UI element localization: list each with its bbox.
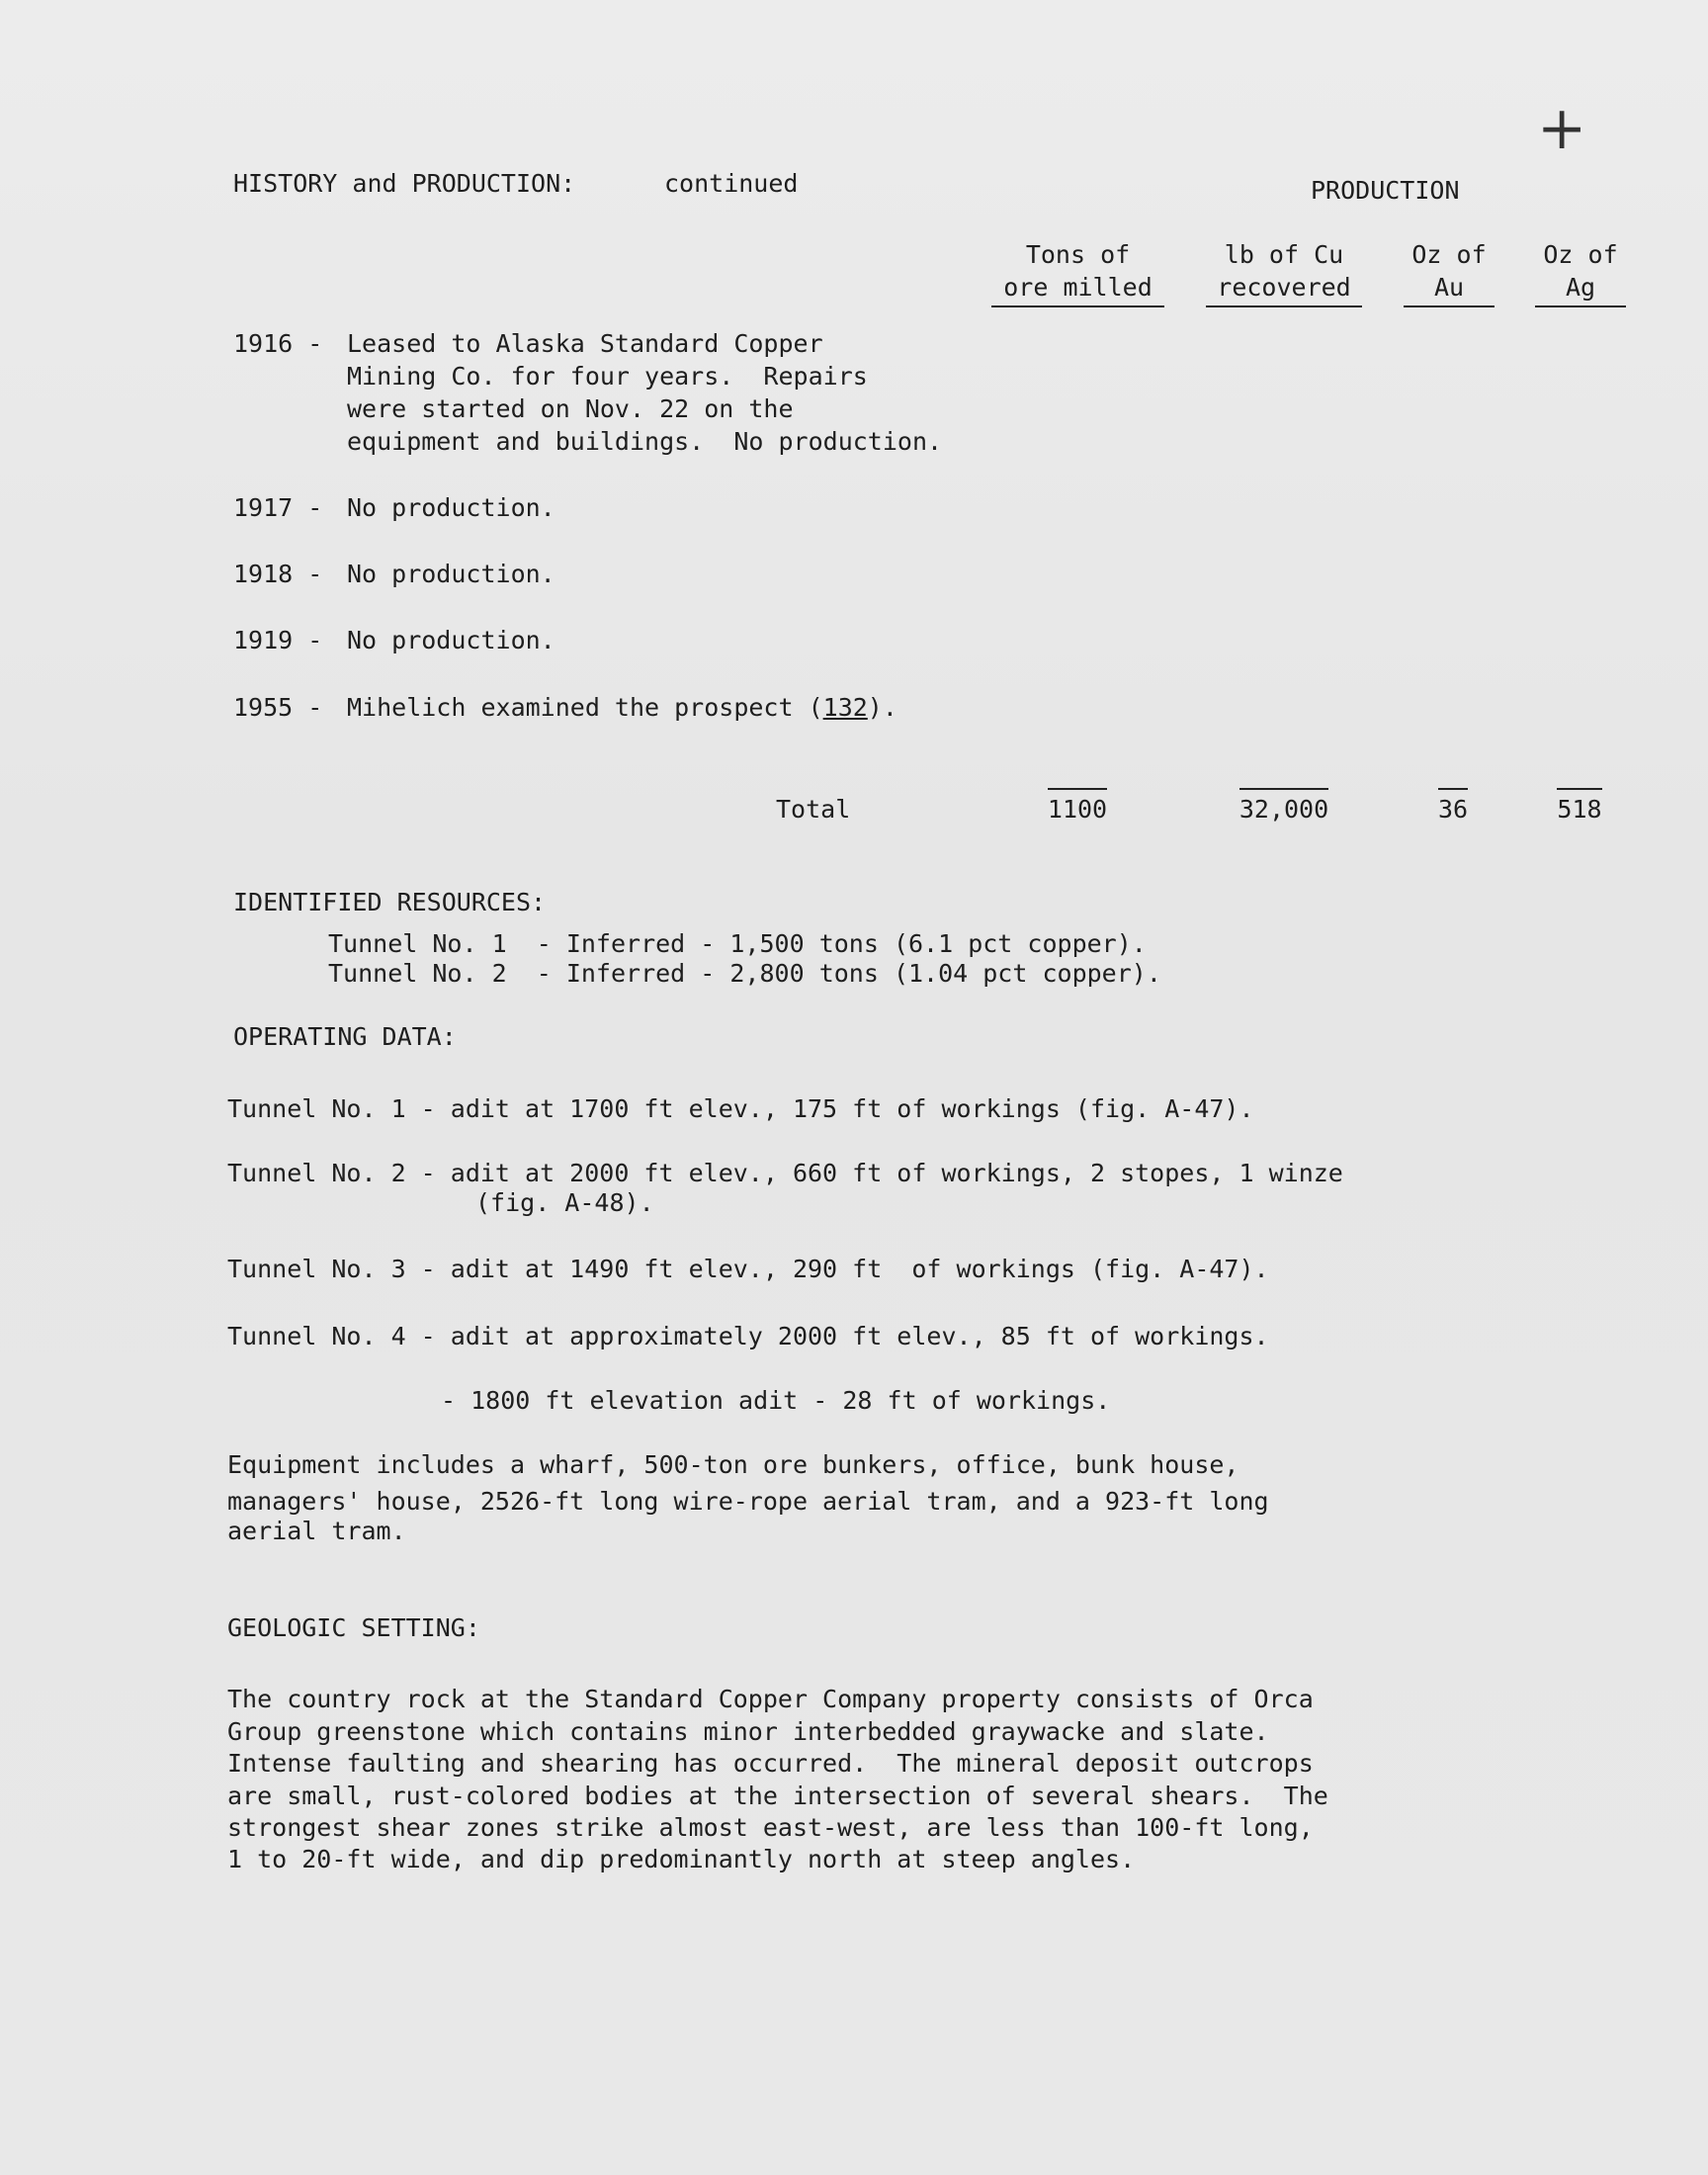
year: 1918 [233, 560, 294, 588]
equipment-line-1: Equipment includes a wharf, 500-ton ore bunkers, office, bunk house, [227, 1450, 1239, 1479]
year: 1917 [233, 493, 294, 522]
resources-title: IDENTIFIED RESOURCES: [233, 888, 547, 916]
geologic-line-4: are small, rust-colored bodies at the intersection of several shears. The [227, 1782, 1328, 1810]
history-text-1919: No production. [347, 626, 555, 654]
reference-number: 132 [822, 693, 868, 722]
operating-tunnel-3: Tunnel No. 3 - adit at 1490 ft elev., 290 ft of workings (fig. A-47). [227, 1255, 1269, 1283]
total-gold [1413, 788, 1493, 826]
history-year-1919: 1919 - [233, 626, 323, 654]
total-value: 1100 [1048, 788, 1107, 826]
history-text-1916-l1: Leased to Alaska Standard Copper [347, 329, 823, 358]
column-header-line1: Tons of [1025, 240, 1131, 269]
total-value: 518 [1557, 788, 1601, 826]
year: 1916 [233, 329, 294, 358]
geologic-line-6: 1 to 20-ft wide, and dip predominantly north at steep angles. [227, 1845, 1136, 1873]
total-copper [1206, 788, 1362, 826]
corner-handwritten-mark: + [1537, 94, 1587, 163]
operating-tunnel-2-cont: (fig. A-48). [475, 1188, 654, 1217]
history-year-1916: 1916 - [233, 329, 323, 358]
history-year-1918: 1918 - [233, 560, 323, 588]
operating-tunnel-1: Tunnel No. 1 - adit at 1700 ft elev., 175 ft of workings (fig. A-47). [227, 1094, 1254, 1123]
total-silver [1540, 788, 1619, 826]
column-underline [1535, 305, 1626, 307]
year: 1955 [233, 693, 294, 722]
column-header-line2: Ag [1565, 273, 1596, 302]
equipment-line-2: managers' house, 2526-ft long wire-rope aerial tram, and a 923-ft long [227, 1487, 1269, 1516]
year: 1919 [233, 626, 294, 654]
operating-tunnel-2: Tunnel No. 2 - adit at 2000 ft elev., 660 ft of workings, 2 stopes, 1 winze [227, 1159, 1343, 1187]
operating-title: OPERATING DATA: [233, 1022, 457, 1051]
section-title-history: HISTORY and PRODUCTION: [233, 169, 576, 198]
total-value: 36 [1438, 788, 1468, 826]
column-header-silver [1535, 238, 1626, 307]
total-value: 32,000 [1239, 788, 1328, 826]
history-year-1955: 1955 - [233, 693, 323, 722]
column-header-copper [1206, 238, 1362, 307]
geologic-line-3: Intense faulting and shearing has occurred. The mineral deposit outcrops [227, 1749, 1314, 1778]
continued-label: continued [664, 169, 799, 198]
history-text-1955 [347, 691, 897, 724]
production-heading: PRODUCTION [1311, 176, 1460, 205]
resources-line-2: Tunnel No. 2 - Inferred - 2,800 tons (1.04 pct copper). [328, 959, 1161, 988]
history-text-1917: No production. [347, 493, 555, 522]
column-header-line1: Oz of [1411, 240, 1487, 269]
geologic-line-5: strongest shear zones strike almost east-west, are less than 100-ft long, [227, 1813, 1314, 1842]
column-underline [1404, 305, 1494, 307]
column-header-line2: recovered [1217, 273, 1351, 302]
resources-line-1: Tunnel No. 1 - Inferred - 1,500 tons (6.1 pct copper). [328, 929, 1147, 958]
total-label: Total [776, 795, 851, 824]
geologic-line-2: Group greenstone which contains minor interbedded graywacke and slate. [227, 1717, 1269, 1746]
column-header-gold [1404, 238, 1494, 307]
column-header-line1: lb of Cu [1224, 240, 1344, 269]
column-underline [991, 305, 1164, 307]
operating-tunnel-4: Tunnel No. 4 - adit at approximately 2000 ft elev., 85 ft of workings. [227, 1322, 1269, 1350]
history-year-1917: 1917 - [233, 493, 323, 522]
history-text-1916-l3: were started on Nov. 22 on the [347, 394, 794, 423]
column-header-line2: Au [1433, 273, 1465, 302]
geologic-title: GEOLOGIC SETTING: [227, 1613, 480, 1642]
total-tons [1028, 788, 1127, 826]
history-text-1916-l4: equipment and buildings. No production. [347, 427, 943, 456]
history-text-1918: No production. [347, 560, 555, 588]
history-text-1916-l2: Mining Co. for four years. Repairs [347, 362, 868, 391]
column-header-line2: ore milled [1003, 273, 1153, 302]
operating-1800-adit: - 1800 ft elevation adit - 28 ft of workings. [441, 1386, 1111, 1415]
column-header-tons [991, 238, 1164, 307]
geologic-line-1: The country rock at the Standard Copper Company property consists of Orca [227, 1685, 1314, 1713]
equipment-line-3: aerial tram. [227, 1517, 406, 1545]
text-segment: Mihelich examined the prospect ( [347, 693, 823, 722]
column-header-line1: Oz of [1543, 240, 1618, 269]
column-underline [1206, 305, 1362, 307]
text-segment: ). [867, 693, 897, 722]
